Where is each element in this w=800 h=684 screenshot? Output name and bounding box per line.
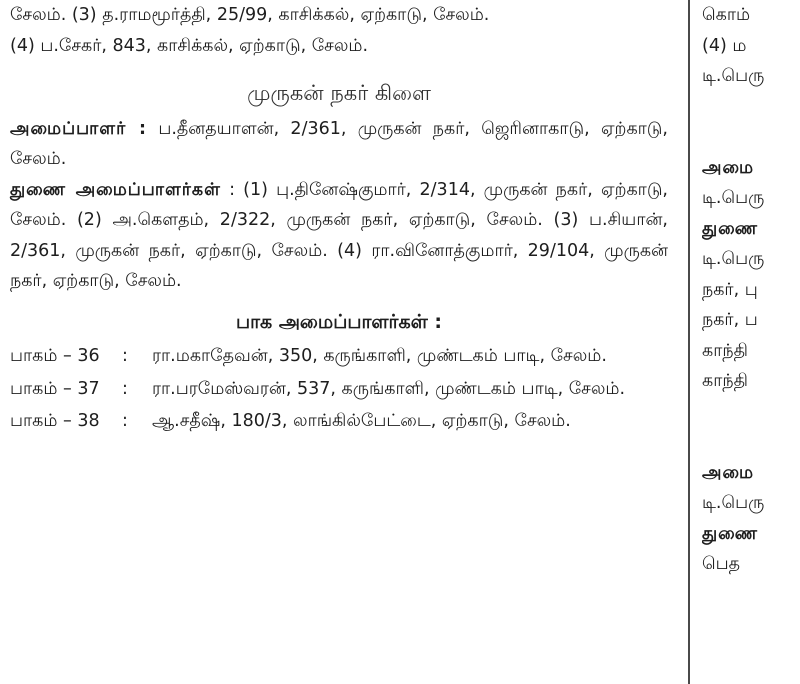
continued-text-line-2: (4) ப.சேகர், 843, காசிக்கல், ஏற்காடு, சேலம்.: [10, 35, 369, 56]
right-column-cut: [702, 0, 800, 684]
column-divider: [688, 0, 690, 684]
part-colon: :: [122, 378, 128, 399]
right-line: அமை: [702, 462, 755, 483]
part-colon: :: [122, 346, 128, 366]
part-colon: :: [122, 411, 128, 431]
continued-text-line-1: சேலம். (3) த.ராமமூர்த்தி, 25/99, காசிக்கல், ஏற்காடு, சேலம்.: [10, 5, 490, 25]
part-row: [10, 406, 668, 437]
part-text: ஆ.சதீஷ், 180/3, லாங்கில்பேட்டை, ஏற்காடு, சேலம்.: [152, 411, 571, 431]
right-line: காந்தி: [702, 340, 748, 361]
right-line: டி.பெரு: [702, 66, 765, 86]
organizer-label: அமைப்பாளர் :: [10, 118, 148, 139]
section-title: முருகன் நகர் கிளை: [247, 81, 431, 105]
right-line: துணை: [702, 218, 759, 239]
main-column: [10, 0, 668, 437]
part-label: பாகம் – 38: [10, 411, 100, 431]
right-line: [702, 122, 800, 153]
right-line: பெத: [702, 554, 741, 574]
right-line: காந்தி: [702, 371, 748, 391]
right-line: அமை: [702, 157, 755, 178]
organizer-paragraph: [10, 114, 668, 175]
right-line: டி.பெரு: [702, 249, 765, 269]
part-label: பாகம் – 37: [10, 378, 100, 399]
right-line: [702, 427, 800, 458]
right-line: [702, 397, 800, 428]
right-line: கொம்: [702, 5, 751, 25]
right-line: துணை: [702, 523, 759, 544]
right-line: (4) ம: [702, 35, 747, 56]
part-label: பாகம் – 36: [10, 346, 100, 366]
organizer-text: ப.தீனதயாளன், 2/361, முருகன் நகர், ஜெரினாகாடு, ஏற்காடு, சேலம்.: [10, 118, 668, 169]
deputy-paragraph: [10, 175, 668, 297]
deputy-label: துணை அமைப்பாளர்கள்: [10, 179, 221, 200]
parts-title: பாக அமைப்பாளர்கள் :: [235, 310, 442, 333]
right-line: [702, 92, 800, 123]
part-row: [10, 374, 668, 405]
part-text: ரா.பரமேஸ்வரன், 537, கருங்காளி, முண்டகம் பாடி, சேலம்.: [152, 378, 626, 399]
right-line: டி.பெரு: [702, 188, 765, 208]
right-line: நகர், ப: [702, 310, 758, 330]
right-line: டி.பெரு: [702, 493, 765, 513]
deputy-text: : (1) பு.தினேஷ்குமார், 2/314, முருகன் நகர், ஏற்காடு, சேலம். (2) அ.கௌதம், 2/322, முருகன் நகர், ஏற்காடு, சேலம். (3) ப.சியான், 2/361, முருகன் நகர், ஏற்காடு, சேலம். (4) ரா.வினோத்குமார், 29/104, முருகன் நகர், ஏற்காடு, சேலம்.: [10, 179, 668, 291]
part-row: [10, 341, 668, 372]
right-line: நகர், பு: [702, 279, 758, 300]
part-text: ரா.மகாதேவன், 350, கருங்காளி, முண்டகம் பாடி, சேலம்.: [152, 346, 607, 366]
